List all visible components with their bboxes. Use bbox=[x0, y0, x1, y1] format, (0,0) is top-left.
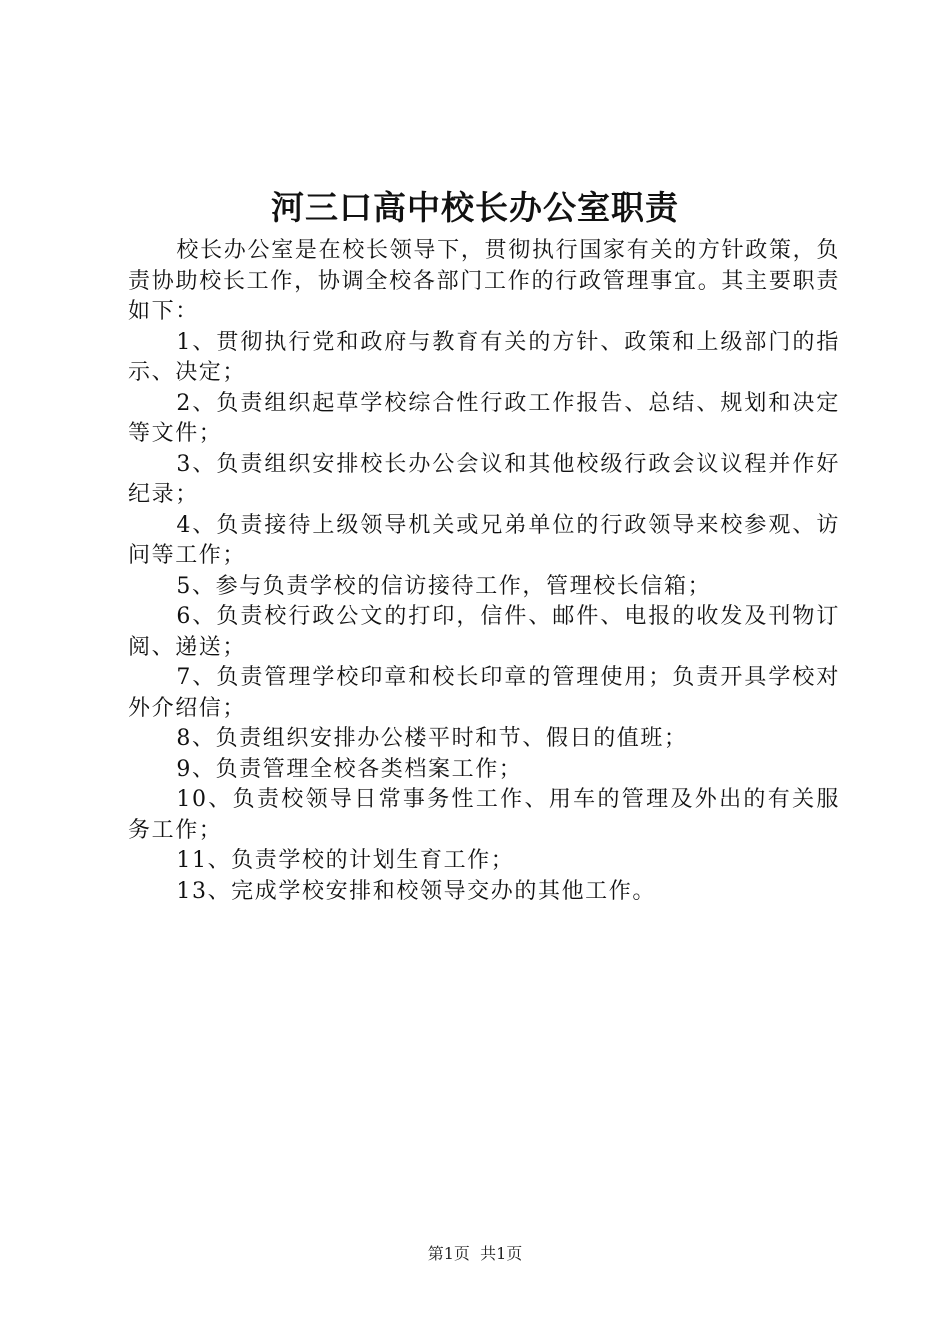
duty-item-5: 5、参与负责学校的信访接待工作，管理校长信箱； bbox=[176, 573, 712, 599]
duty-item-4: 4、负责接待上级领导机关或兄弟单位的行政领导来校参观、访问等工作； bbox=[128, 512, 840, 568]
duty-item-9: 9、负责管理全校各类档案工作； bbox=[176, 756, 523, 782]
footer-spacer bbox=[470, 1244, 480, 1263]
page-footer bbox=[0, 1242, 950, 1266]
document-title: 河三口高中校长办公室职责 bbox=[271, 188, 679, 227]
duty-item-6: 6、负责校行政公文的打印，信件、邮件、电报的收发及刊物订阅、递送； bbox=[128, 604, 840, 660]
duty-item-8: 8、负责组织安排办公楼平时和节、假日的值班； bbox=[176, 726, 688, 751]
duty-item-13: 13、完成学校安排和校领导交办的其他工作。 bbox=[176, 878, 656, 904]
page-number-total: 共1页 bbox=[480, 1244, 523, 1263]
page-number-current: 第1页 bbox=[427, 1244, 470, 1263]
duty-item-2: 2、负责组织起草学校综合性行政工作报告、总结、规划和决定等文件； bbox=[128, 390, 840, 446]
duty-item-7: 7、负责管理学校印章和校长印章的管理使用；负责开具学校对外介绍信； bbox=[128, 665, 840, 721]
duty-item-1: 1、贯彻执行党和政府与教育有关的方针、政策和上级部门的指示、决定； bbox=[128, 329, 840, 385]
document-body bbox=[128, 236, 840, 907]
duty-item-10: 10、负责校领导日常事务性工作、用车的管理及外出的有关服务工作； bbox=[128, 787, 840, 843]
duty-item-11: 11、负责学校的计划生育工作； bbox=[176, 848, 515, 873]
intro-paragraph: 校长办公室是在校长领导下，贯彻执行国家有关的方针政策，负责协助校长工作，协调全校各部门工作的行政管理事宜。其主要职责如下： bbox=[128, 238, 840, 324]
duty-item-3: 3、负责组织安排校长办公会议和其他校级行政会议议程并作好纪录； bbox=[128, 451, 840, 507]
